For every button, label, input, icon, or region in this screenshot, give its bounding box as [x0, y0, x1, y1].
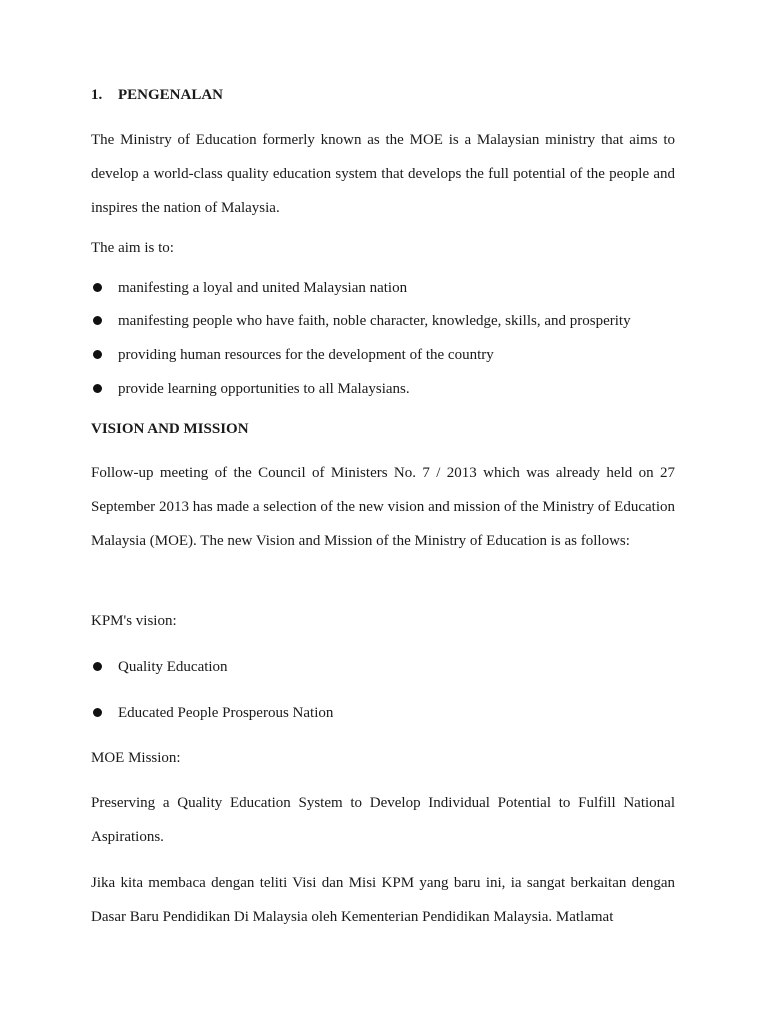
bullet-icon	[93, 708, 102, 717]
aim-text: manifesting people who have faith, noble character, knowledge, skills, and prosperity	[118, 313, 631, 329]
section-title: PENGENALAN	[118, 87, 224, 103]
aim-text: providing human resources for the development of the country	[118, 347, 494, 363]
aim-label: The aim is to:	[91, 240, 174, 256]
vision-label: KPM's vision:	[91, 613, 177, 629]
mission-label: MOE Mission:	[91, 750, 181, 766]
bullet-icon	[93, 283, 102, 292]
aim-text: manifesting a loyal and united Malaysian nation	[118, 280, 408, 296]
closing-paragraph: Jika kita membaca dengan teliti Visi dan Misi KPM yang baru ini, ia sangat berkaitan dengan Dasar Baru Pendidikan Di Malaysia oleh Kementerian Pendidikan Malaysia. Matlamat	[91, 875, 675, 925]
section-number: 1.	[91, 87, 103, 103]
section-heading-pengenalan	[91, 86, 223, 104]
bullet-icon	[93, 316, 102, 325]
bullet-icon	[93, 384, 102, 393]
vision-text: Educated People Prosperous Nation	[118, 705, 334, 721]
intro-paragraph: The Ministry of Education formerly known as the MOE is a Malaysian ministry that aims to develop a world-class quality education system that develops the full potential of the people and inspires the nation of Malaysia.	[91, 132, 675, 216]
bullet-icon	[93, 662, 102, 671]
mission-paragraph: Preserving a Quality Education System to Develop Individual Potential to Fulfill National Aspirations.	[91, 795, 675, 845]
vision-mission-heading: VISION AND MISSION	[91, 421, 249, 437]
bullet-icon	[93, 350, 102, 359]
vision-text: Quality Education	[118, 659, 228, 675]
vision-mission-paragraph: Follow-up meeting of the Council of Ministers No. 7 / 2013 which was already held on 27 September 2013 has made a selection of the new vision and mission of the Ministry of Education Malaysia (MOE). The new Vision and Mission of the Ministry of Education is as follows:	[91, 465, 675, 549]
aim-text: provide learning opportunities to all Malaysians.	[118, 381, 410, 397]
